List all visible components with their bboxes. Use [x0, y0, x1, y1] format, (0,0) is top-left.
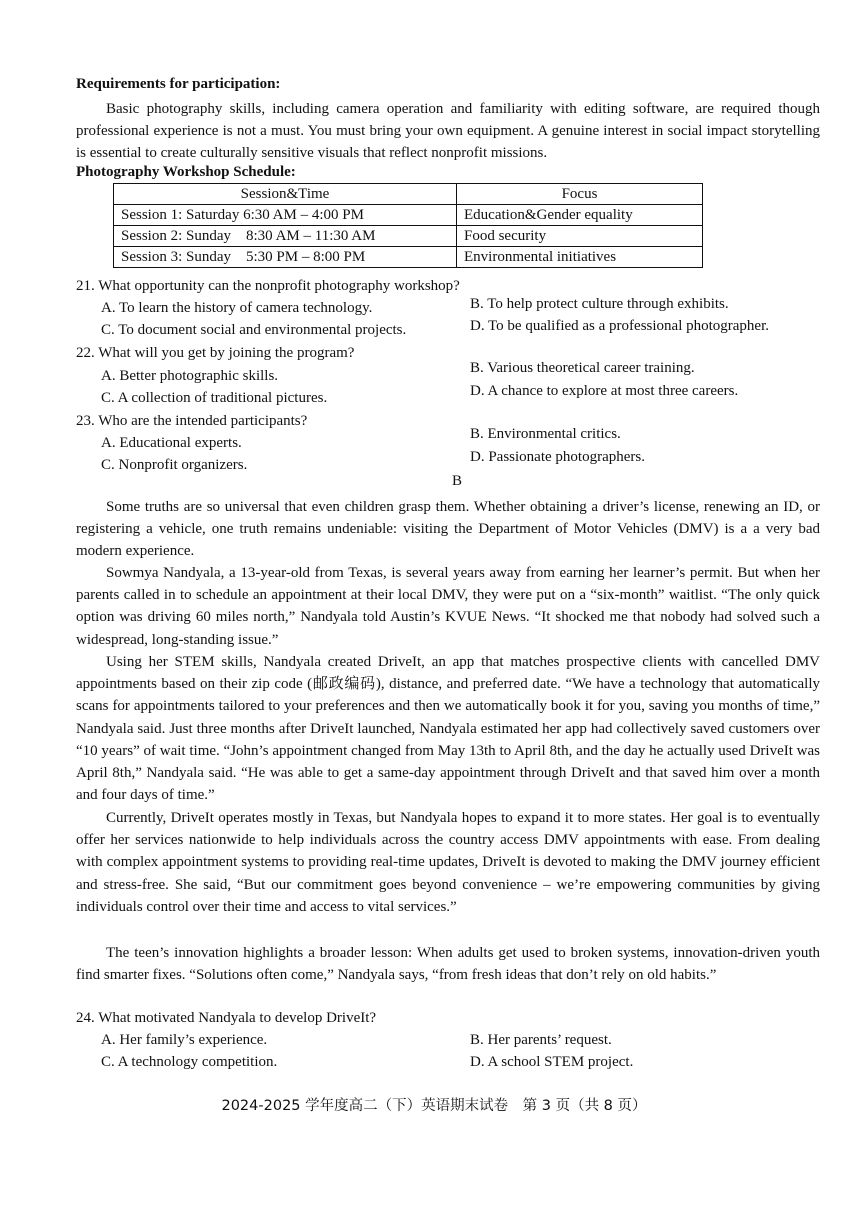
question-22-option-a[interactable]: A. Better photographic skills. — [101, 368, 279, 384]
question-24-option-c[interactable]: C. A technology competition. — [101, 1054, 278, 1070]
passage-paragraph: Sowmya Nandyala, a 13-year-old from Texas, is several years away from earning her learner’s permit. But when her parents called in to schedule an appointment at their local DMV, they were put on a “six-month” waitlist. “The only quick option was driving 60 miles north,” Nandyala told Austin’s KVUE News. “It shocked me that nobody had solved such a widespread, long-standing issue.” — [76, 565, 820, 648]
question-23-option-a[interactable]: A. Educational experts. — [101, 435, 242, 451]
passage-paragraph: Using her STEM skills, Nandyala created DriveIt, an app that matches prospective clients with cancelled DMV appointments based on their zip code (邮政编码), distance, and preferred date. “We have a technology that automatically scans for appointments tailored to your preferences and then we automatically book it for you, saving you months of time,” Nandyala said. Just three months after DriveIt launched, Nandyala estimated her app had collectively saved customers over “10 years” of wait time. “John’s appointment changed from May 13th to April 8th, and the day he actually used DriveIt was April 8th,” Nandyala said. “He was able to get a same-day appointment through DriveIt and that saved him over a month and four days of time.” — [76, 654, 820, 804]
table-cell-session: Session 3: Sunday 5:30 PM – 8:00 PM — [114, 247, 457, 268]
question-23-stem: 23. Who are the intended participants? — [76, 413, 308, 429]
question-22-option-b[interactable]: B. Various theoretical career training. — [470, 360, 695, 376]
requirements-text: Basic photography skills, including camera operation and familiarity with editing software, are required though professional experience is not a must. You must bring your own equipment. A genuine interest in social impact storytelling is essential to create culturally sensitive visuals that reflect nonprofit missions. — [76, 101, 820, 162]
page-footer: 2024-2025 学年度高二（下）英语期末试卷 第 3 页（共 8 页） — [221, 1098, 647, 1114]
passage-paragraph: Currently, DriveIt operates mostly in Texas, but Nandyala hopes to expand it to more states. Her goal is to eventually offer her services nationwide to help individuals across the country access DMV appointments with ease. From dealing with complex appointment systems to providing real-time updates, DriveIt is devoted to making the DMV journey efficient and stress-free. She said, “But our commitment goes beyond convenience – we’re empowering communities by giving individuals control over their time and access to vital services.” — [76, 810, 820, 915]
table-cell-session: Session 1: Saturday 6:30 AM – 4:00 PM — [114, 205, 457, 226]
question-21-option-d[interactable]: D. To be qualified as a professional photographer. — [470, 318, 770, 334]
question-24-option-a[interactable]: A. Her family’s experience. — [101, 1032, 268, 1048]
question-24-option-d[interactable]: D. A school STEM project. — [470, 1054, 634, 1070]
question-24-option-b[interactable]: B. Her parents’ request. — [470, 1032, 612, 1048]
table-header-cell: Session&Time — [114, 184, 457, 205]
schedule-heading: Photography Workshop Schedule: — [76, 164, 296, 180]
table-row — [114, 247, 703, 268]
question-23-option-b[interactable]: B. Environmental critics. — [470, 426, 621, 442]
question-21-option-b[interactable]: B. To help protect culture through exhibits. — [470, 296, 729, 312]
question-21-stem: 21. What opportunity can the nonprofit photography workshop? — [76, 278, 460, 294]
question-22-option-c[interactable]: C. A collection of traditional pictures. — [101, 390, 328, 406]
passage-paragraph: Some truths are so universal that even children grasp them. Whether obtaining a driver’s license, renewing an ID, or registering a vehicle, one truth remains undeniable: visiting the Department of Motor Vehicles (DMV) is a a very bad modern experience. — [76, 499, 820, 560]
question-23-option-c[interactable]: C. Nonprofit organizers. — [101, 457, 248, 473]
table-header-cell: Focus — [457, 184, 703, 205]
table-cell-focus: Environmental initiatives — [457, 247, 703, 268]
table-row — [114, 205, 703, 226]
table-cell-focus: Education&Gender equality — [457, 205, 703, 226]
question-24-stem: 24. What motivated Nandyala to develop DriveIt? — [76, 1010, 377, 1026]
question-21-option-c[interactable]: C. To document social and environmental projects. — [101, 322, 407, 338]
passage-paragraph: The teen’s innovation highlights a broader lesson: When adults get used to broken systems, innovation-driven youth find smarter fixes. “Solutions often come,” Nandyala says, “from fresh ideas that don’t rely on old habits.” — [76, 945, 820, 984]
question-23-option-d[interactable]: D. Passionate photographers. — [470, 449, 645, 465]
requirements-heading: Requirements for participation: — [76, 76, 281, 92]
question-21-option-a[interactable]: A. To learn the history of camera technology. — [101, 300, 373, 316]
table-cell-session: Session 2: Sunday 8:30 AM – 11:30 AM — [114, 226, 457, 247]
question-22-option-d[interactable]: D. A chance to explore at most three careers. — [470, 383, 739, 399]
schedule-table — [113, 183, 703, 268]
table-cell-focus: Food security — [457, 226, 703, 247]
question-22-stem: 22. What will you get by joining the program? — [76, 345, 355, 361]
table-header-row — [114, 184, 703, 205]
section-letter: B — [452, 473, 463, 489]
table-row — [114, 226, 703, 247]
